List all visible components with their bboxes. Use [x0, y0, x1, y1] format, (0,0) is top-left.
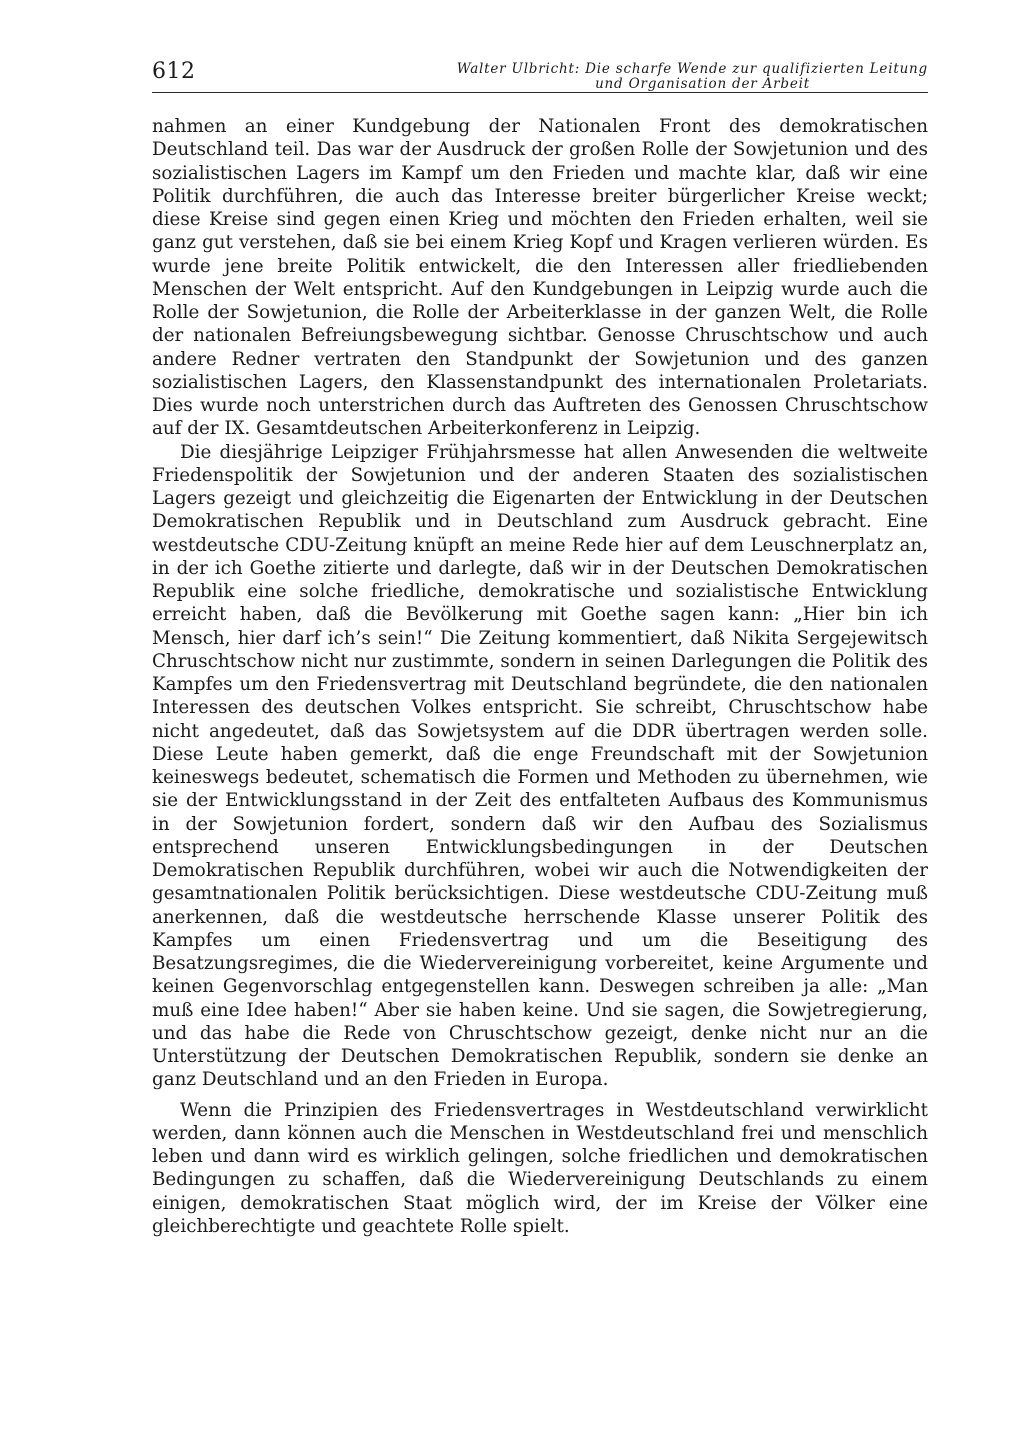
running-title: [457, 62, 928, 92]
paragraph-2: Die diesjährige Leipziger Frühjahrsmesse hat allen Anwesenden die weltweite Friedenspolitik der Sowjetunion und der anderen Staaten des sozialistischen Lagers gezeigt und gleichzeitig die Eigenarten der Entwicklung in der Deutschen Demokratischen Republik und in Deutschland zum Ausdruck gebracht. Eine westdeutsche CDU-Zeitung knüpft an meine Rede hier auf dem Leuschnerplatz an, in der ich Goethe zitierte und darlegte, daß wir in der Deutschen Demokratischen Republik eine solche friedliche, demokratische und sozialistische Entwicklung erreicht haben, daß die Bevölkerung mit Goethe sagen kann: „Hier bin ich Mensch, hier darf ich’s sein!“ Die Zeitung kommentiert, daß Nikita Sergejewitsch Chruschtschow nicht nur zustimmte, sondern in seinen Darlegungen die Politik des Kampfes um den Friedensvertrag mit Deutschland begründete, die den nationalen Interessen des deutschen Volkes entspricht. Sie schreibt, Chruschtschow habe nicht angedeutet, daß das Sowjetsystem auf die DDR übertragen werden solle. Diese Leute haben gemerkt, daß die enge Freundschaft mit der Sowjetunion keineswegs bedeutet, schematisch die Formen und Methoden zu übernehmen, wie sie der Entwicklungsstand in der Zeit des entfalteten Aufbaus des Kommunismus in der Sowjetunion fordert, sondern daß wir den Aufbau des Sozialismus entsprechend unseren Entwicklungsbedingungen in der Deutschen Demokratischen Republik durchführen, wobei wir auch die Notwendigkeiten der gesamtnationalen Politik berücksichtigen. Diese westdeutsche CDU-Zeitung muß anerkennen, daß die westdeutsche herrschende Klasse unserer Politik des Kampfes um einen Friedensvertrag und um die Beseitigung des Besatzungsregimes, die die Wiedervereinigung vorbereitet, keine Argumente und keinen Gegenvorschlag entgegenstellen kann. Deswegen schreiben ja alle: „Man muß eine Idee haben!“ Aber sie haben keine. Und sie sagen, die Sowjetregierung, und das habe die Rede von Chruschtschow gezeigt, denke nicht nur an die Unterstützung der Deutschen Demokratischen Republik, sondern sie denke an ganz Deutschland und an den Frieden in Europa.: [152, 441, 928, 1091]
page-header: [152, 58, 928, 93]
paragraph-1: nahmen an einer Kundgebung der Nationalen Front des demokratischen Deutschland teil. Das war der Ausdruck der großen Rolle der Sowjetunion und des sozialistischen Lagers im Kampf um den Frieden und machte klar, daß wir eine Politik durchführen, die auch das Interesse breiter bürgerlicher Kreise weckt; diese Kreise sind gegen einen Krieg und möchten den Frieden erhalten, weil sie ganz gut verstehen, daß sie bei einem Krieg Kopf und Kragen verlieren würden. Es wurde jene breite Politik entwickelt, die den Interessen aller friedliebenden Menschen der Welt entspricht. Auf den Kundgebungen in Leipzig wurde auch die Rolle der Sowjetunion, die Rolle der Arbeiterklasse in der ganzen Welt, die Rolle der nationalen Befreiungsbewegung sichtbar. Genosse Chruschtschow und auch andere Redner vertraten den Standpunkt der Sowjetunion und des ganzen sozialistischen Lagers, den Klassenstandpunkt des internationalen Proletariats. Dies wurde noch unterstrichen durch das Auftreten des Genossen Chruschtschow auf der IX. Gesamtdeutschen Arbeiterkonferenz in Leipzig.: [152, 116, 928, 440]
page-number: 612: [152, 59, 196, 84]
running-title-line-1: Walter Ulbricht: Die scharfe Wende zur qualifizierten Leitung: [456, 61, 928, 77]
running-title-line-2: und Organisation der Arbeit: [595, 76, 810, 92]
book-page: [152, 58, 928, 1238]
body-text: [152, 115, 928, 1238]
paragraph-3: Wenn die Prinzipien des Friedensvertrages in Westdeutschland verwirklicht werden, dann können auch die Menschen in Westdeutschland frei und menschlich leben und dann wird es wirklich gelingen, solche friedlichen und demokratischen Bedingungen zu schaffen, daß die Wiedervereinigung Deutschlands zu einem einigen, demokratischen Staat möglich wird, der im Kreise der Völker eine gleichberechtigte und geachtete Rolle spielt.: [152, 1099, 928, 1237]
